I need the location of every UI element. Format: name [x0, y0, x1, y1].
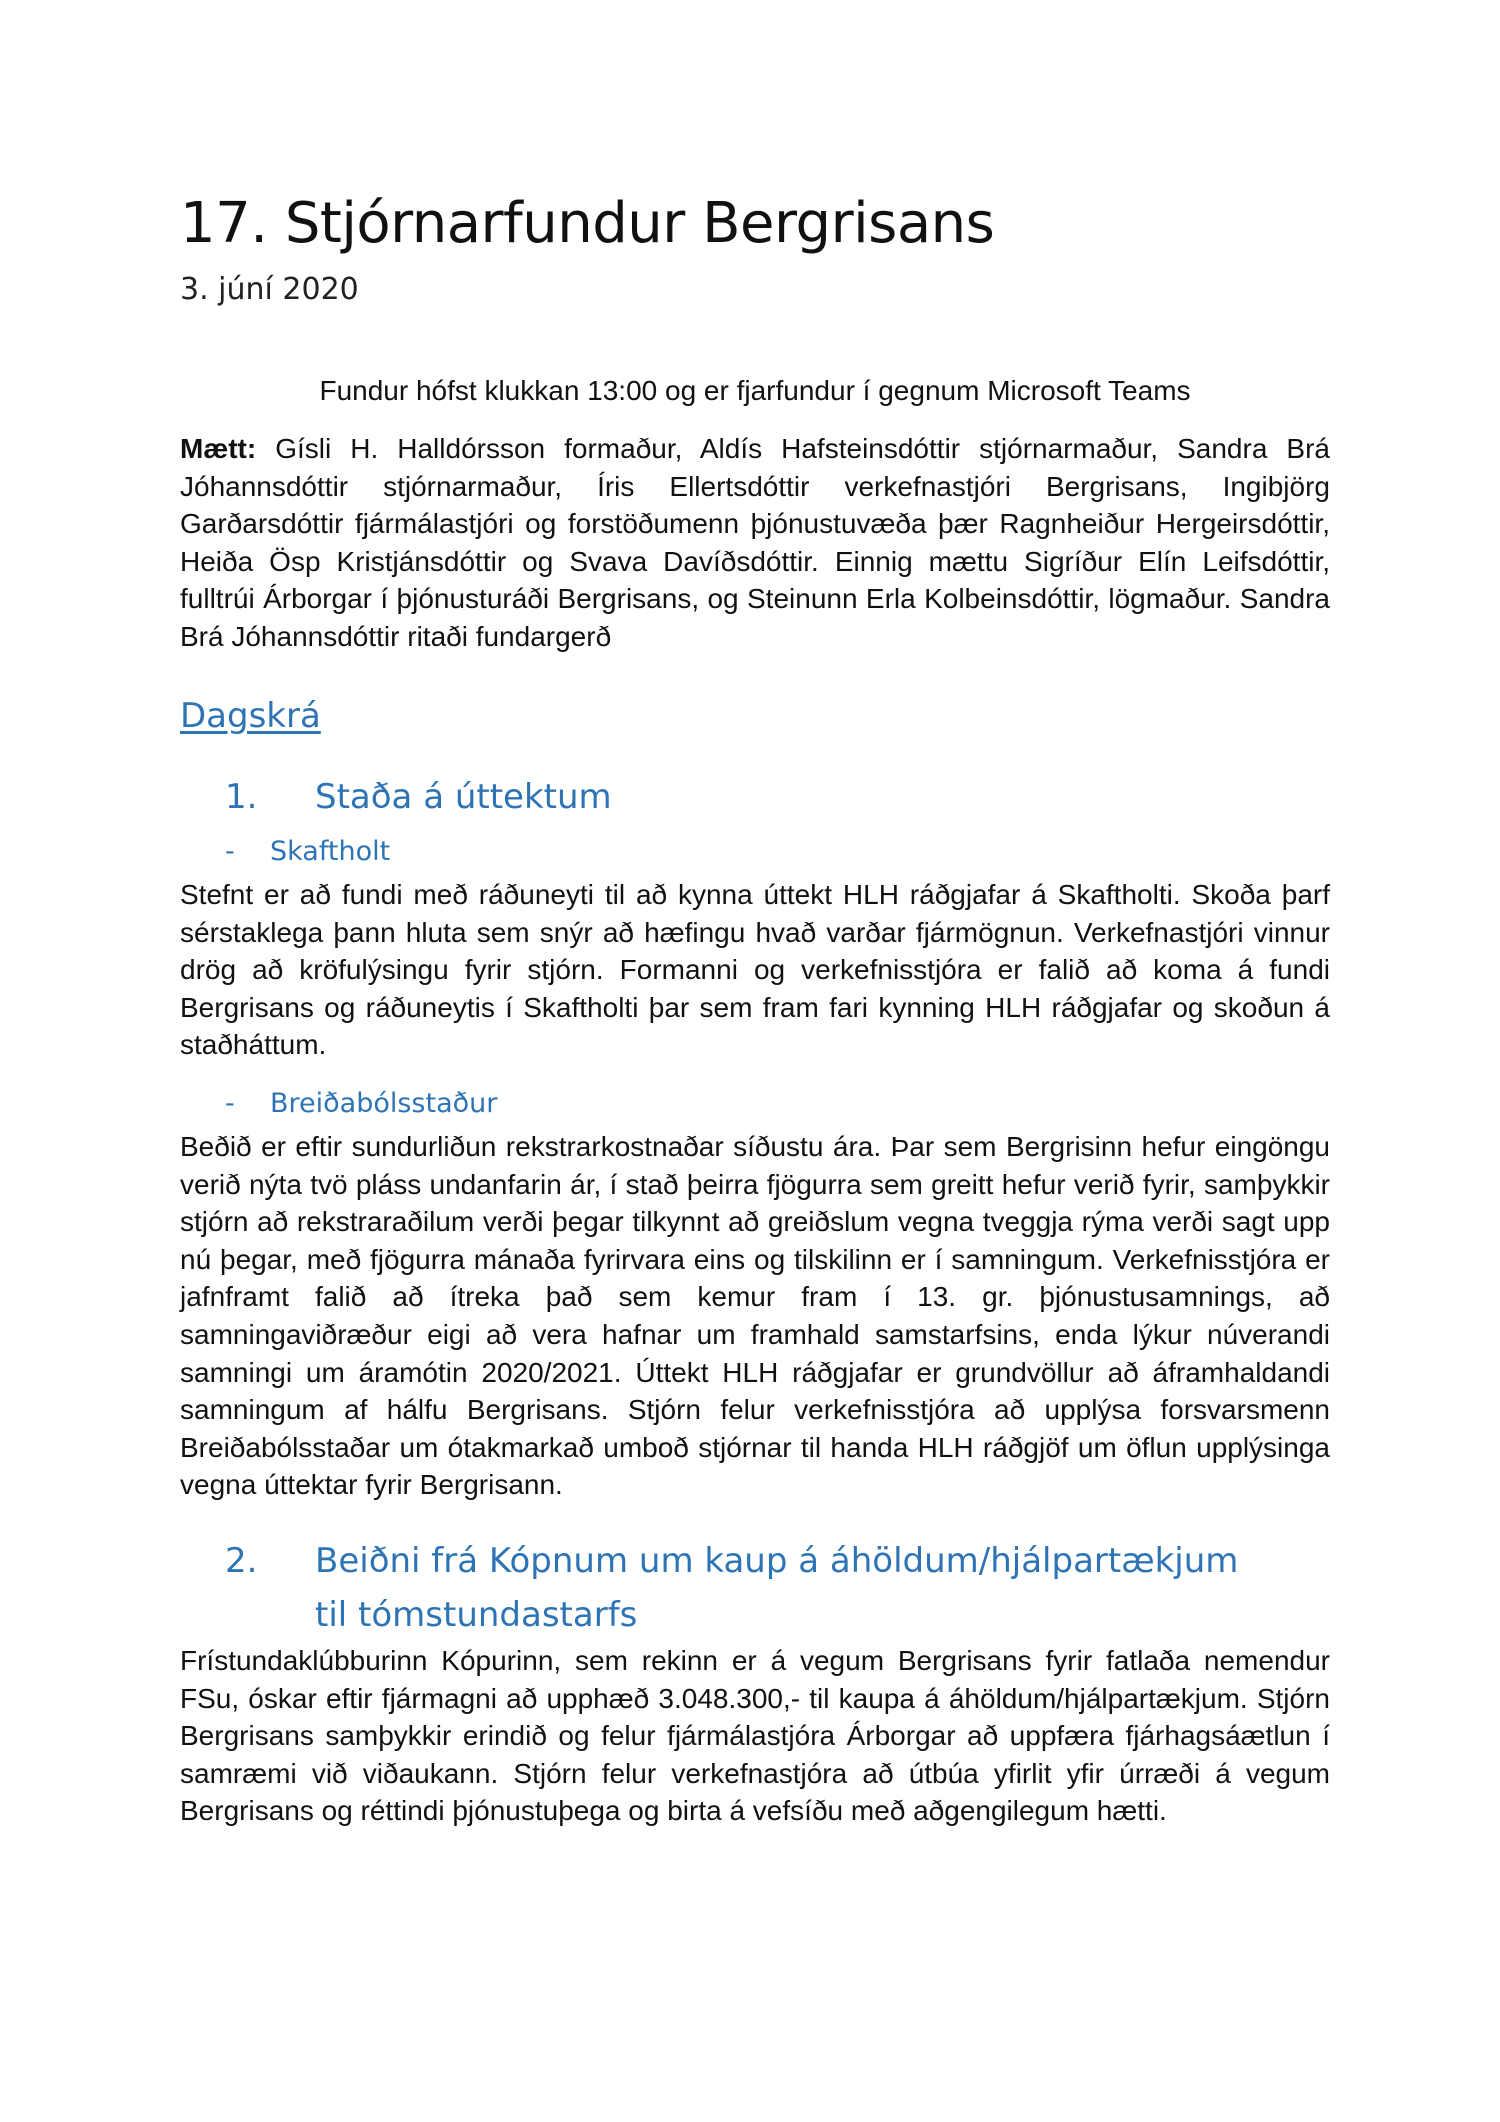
- subsection-breidabolsstadur-text: Beðið er eftir sundurliðun rekstrarkostnaðar síðustu ára. Þar sem Bergrisinn hefur eingöngu verið nýta tvö pláss undanfarin ár, í stað þeirra fjögurra sem greitt hefur verið fyrir, samþykkir stjórn að rekstraraðilum verði þegar tilkynnt að greiðslum vegna tveggja rýma verði sagt upp nú þegar, með fjögurra mánaða fyrirvara eins og tilskilinn er í samningum. Verkefnisstjóra er jafnframt falið að ítreka það sem kemur fram í 13. gr. þjónustusamnings, að samningaviðræður eigi að vera hafnar um framhald samstarfsins, enda lýkur núverandi samningi um áramótin 2020/2021. Úttekt HLH ráðgjafar er grundvöllur að áframhaldandi samningum af hálfu Bergrisans. Stjórn felur verkefnisstjóra að upplýsa forsvarsmenn Breiðabólsstaðar um ótakmarkað umboð stjórnar til handa HLH ráðgjöf um öflun upplýsinga vegna úttektar fyrir Bergrisann.: [180, 1131, 1330, 1501]
- subsection-skaftholt-heading: [225, 834, 390, 870]
- subsection-skaftholt-text: Stefnt er að fundi með ráðuneyti til að kynna úttekt HLH ráðgjafar á Skaftholti. Skoða þarf sérstaklega þann hluta sem snýr að hæfingu hvað varðar fjármögnun. Verkefnastjóri vinnur drög að kröfulýsingu fyrir stjórn. Formanni og verkefnisstjóra er falið að koma á fundi Bergrisans og ráðuneytis í Skaftholti þar sem fram fari kynning HLH ráðgjafar og skoðun á staðháttum.: [180, 879, 1330, 1061]
- subsection-title: Breiðabólsstaður: [270, 1088, 498, 1119]
- attendees-paragraph: [180, 430, 1330, 656]
- bullet-dash: -: [225, 836, 235, 867]
- agenda-item-number: 2.: [225, 1541, 258, 1581]
- agenda-item-title: Staða á úttektum: [315, 777, 612, 817]
- subsection-breidabolsstadur-heading: [225, 1086, 497, 1122]
- agenda-item-2-text: Frístundaklúbburinn Kópurinn, sem rekinn er á vegum Bergrisans fyrir fatlaða nemendur FSu, óskar eftir fjármagni að upphæð 3.048.300,- til kaupa á áhöldum/hjálpartækjum. Stjórn Bergrisans samþykkir erindið og felur fjármálastjóra Árborgar að uppfæra fjárhagsáætlun í samræmi við viðaukann. Stjórn felur verkefnastjóra að útbúa yfirlit yfir úrræði á vegum Bergrisans og réttindi þjónustuþega og birta á vefsíðu með aðgengilegum hætti.: [180, 1645, 1330, 1827]
- document-title: 17. Stjórnarfundur Bergrisans: [180, 191, 995, 256]
- attendees-label: Mætt:: [180, 433, 257, 464]
- document-page: [180, 0, 1330, 2122]
- bullet-dash: -: [225, 1088, 235, 1119]
- agenda-item-number: 1.: [225, 777, 258, 817]
- meeting-date: 3. júní 2020: [180, 272, 359, 307]
- attendees-text: Gísli H. Halldórsson formaður, Aldís Hafsteinsdóttir stjórnarmaður, Sandra Brá Jóhannsdóttir stjórnarmaður, Íris Ellertsdóttir verkefnastjóri Bergrisans, Ingibjörg Garðarsdóttir fjármálastjóri og forstöðumenn þjónustuvæða þær Ragnheiður Hergeirsdóttir, Heiða Ösp Kristjánsdóttir og Svava Davíðsdóttir. Einnig mættu Sigríður Elín Leifsdóttir, fulltrúi Árborgar í þjónusturáði Bergrisans, og Steinunn Erla Kolbeinsdóttir, lögmaður. Sandra Brá Jóhannsdóttir ritaði fundargerð: [180, 433, 1330, 652]
- agenda-item-1-heading: [225, 770, 1265, 824]
- agenda-heading: Dagskrá: [180, 696, 321, 736]
- meeting-start-note: Fundur hófst klukkan 13:00 og er fjarfundur í gegnum Microsoft Teams: [319, 375, 1191, 406]
- subsection-title: Skaftholt: [270, 836, 391, 867]
- agenda-item-2-heading: [225, 1534, 1265, 1642]
- agenda-item-title: Beiðni frá Kópnum um kaup á áhöldum/hjálpartækjum til tómstundastarfs: [315, 1541, 1239, 1635]
